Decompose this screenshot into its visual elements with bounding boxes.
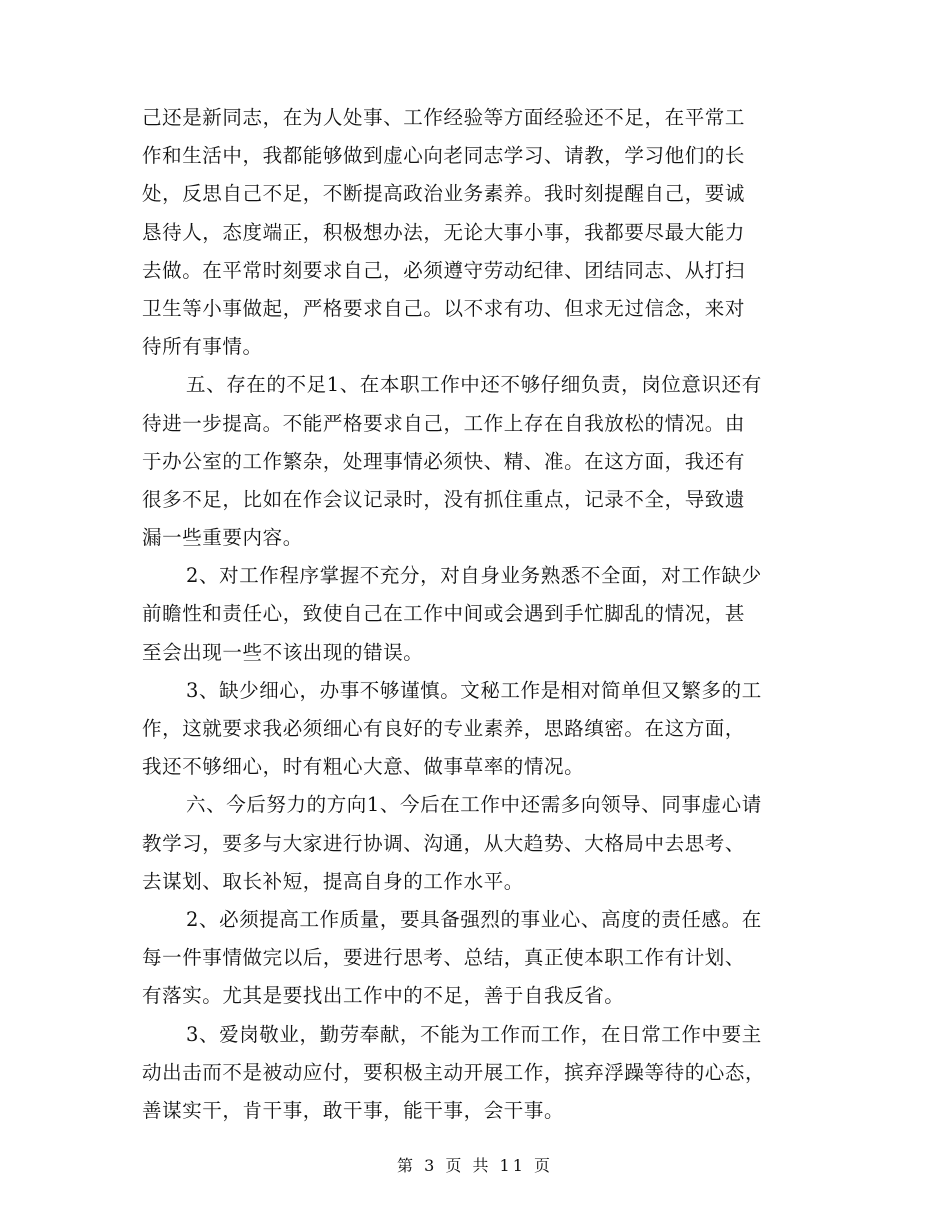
document-body	[142, 99, 808, 1130]
paragraph	[142, 672, 808, 787]
text-line: 处，反思自己不足，不断提高政治业务素养。我时刻提醒自己，要诚	[142, 182, 746, 206]
text-line: 前瞻性和责任心，致使自己在工作中间或会遇到手忙脚乱的情况，甚	[142, 602, 746, 626]
text-line: 2、必须提高工作质量，要具备强烈的事业心、高度的责任感。在	[186, 907, 762, 931]
text-line: 3、缺少细心，办事不够谨慎。文秘工作是相对简单但又繁多的工	[186, 678, 762, 702]
text-line: 2、对工作程序掌握不充分，对自身业务熟悉不全面，对工作缺少	[186, 564, 762, 588]
text-line: 去做。在平常时刻要求自己，必须遵守劳动纪律、团结同志、从打扫	[142, 258, 746, 282]
paragraph	[142, 366, 808, 557]
text-line: 六、今后努力的方向1、今后在工作中还需多向领导、同事虚心请	[186, 793, 762, 817]
text-line: 恳待人，态度端正，积极想办法，无论大事小事，我都要尽最大能力	[142, 220, 746, 244]
paragraph	[142, 1016, 808, 1131]
text-line: 待进一步提高。不能严格要求自己，工作上存在自我放松的情况。由	[142, 411, 746, 435]
paragraph	[142, 786, 808, 901]
text-line: 五、存在的不足1、在本职工作中还不够仔细负责，岗位意识还有	[186, 373, 762, 397]
text-line: 漏一些重要内容。	[142, 526, 303, 550]
text-line: 己还是新同志，在为人处事、工作经验等方面经验还不足，在平常工	[142, 106, 746, 129]
text-line: 动出击而不是被动应付，要积极主动开展工作，摈弃浮躁等待的心态，	[142, 1060, 766, 1084]
text-line: 作，这就要求我必须细心有良好的专业素养，思路缜密。在这方面，	[142, 717, 746, 740]
text-line: 每一件事情做完以后，要进行思考、总结，真正使本职工作有计划、	[142, 946, 746, 970]
text-line: 很多不足，比如在作会议记录时，没有抓住重点，记录不全，导致遗	[142, 487, 746, 511]
text-line: 待所有事情。	[142, 335, 263, 359]
text-line: 善谋实干，肯干事，敢干事，能干事，会干事。	[142, 1098, 565, 1122]
text-line: 至会出现一些不该出现的错误。	[142, 640, 424, 664]
paragraph	[142, 901, 808, 1016]
text-line: 卫生等小事做起，严格要求自己。以不求有功、但求无过信念，来对	[142, 296, 746, 320]
text-line: 有落实。尤其是要找出工作中的不足，善于自我反省。	[142, 984, 625, 1008]
text-line: 我还不够细心，时有粗心大意、做事草率的情况。	[142, 755, 585, 779]
paragraph	[142, 99, 808, 366]
text-line: 去谋划、取长补短，提高自身的工作水平。	[142, 869, 524, 893]
text-line: 于办公室的工作繁杂，处理事情必须快、精、准。在这方面，我还有	[142, 449, 746, 473]
text-line: 教学习，要多与大家进行协调、沟通，从大趋势、大格局中去思考、	[142, 831, 746, 855]
text-line: 作和生活中，我都能够做到虚心向老同志学习、请教，学习他们的长	[142, 144, 746, 168]
page-footer: 第 3 页 共 11 页	[397, 1156, 553, 1175]
paragraph	[142, 557, 808, 672]
text-line: 3、爱岗敬业，勤劳奉献，不能为工作而工作，在日常工作中要主	[186, 1022, 762, 1046]
